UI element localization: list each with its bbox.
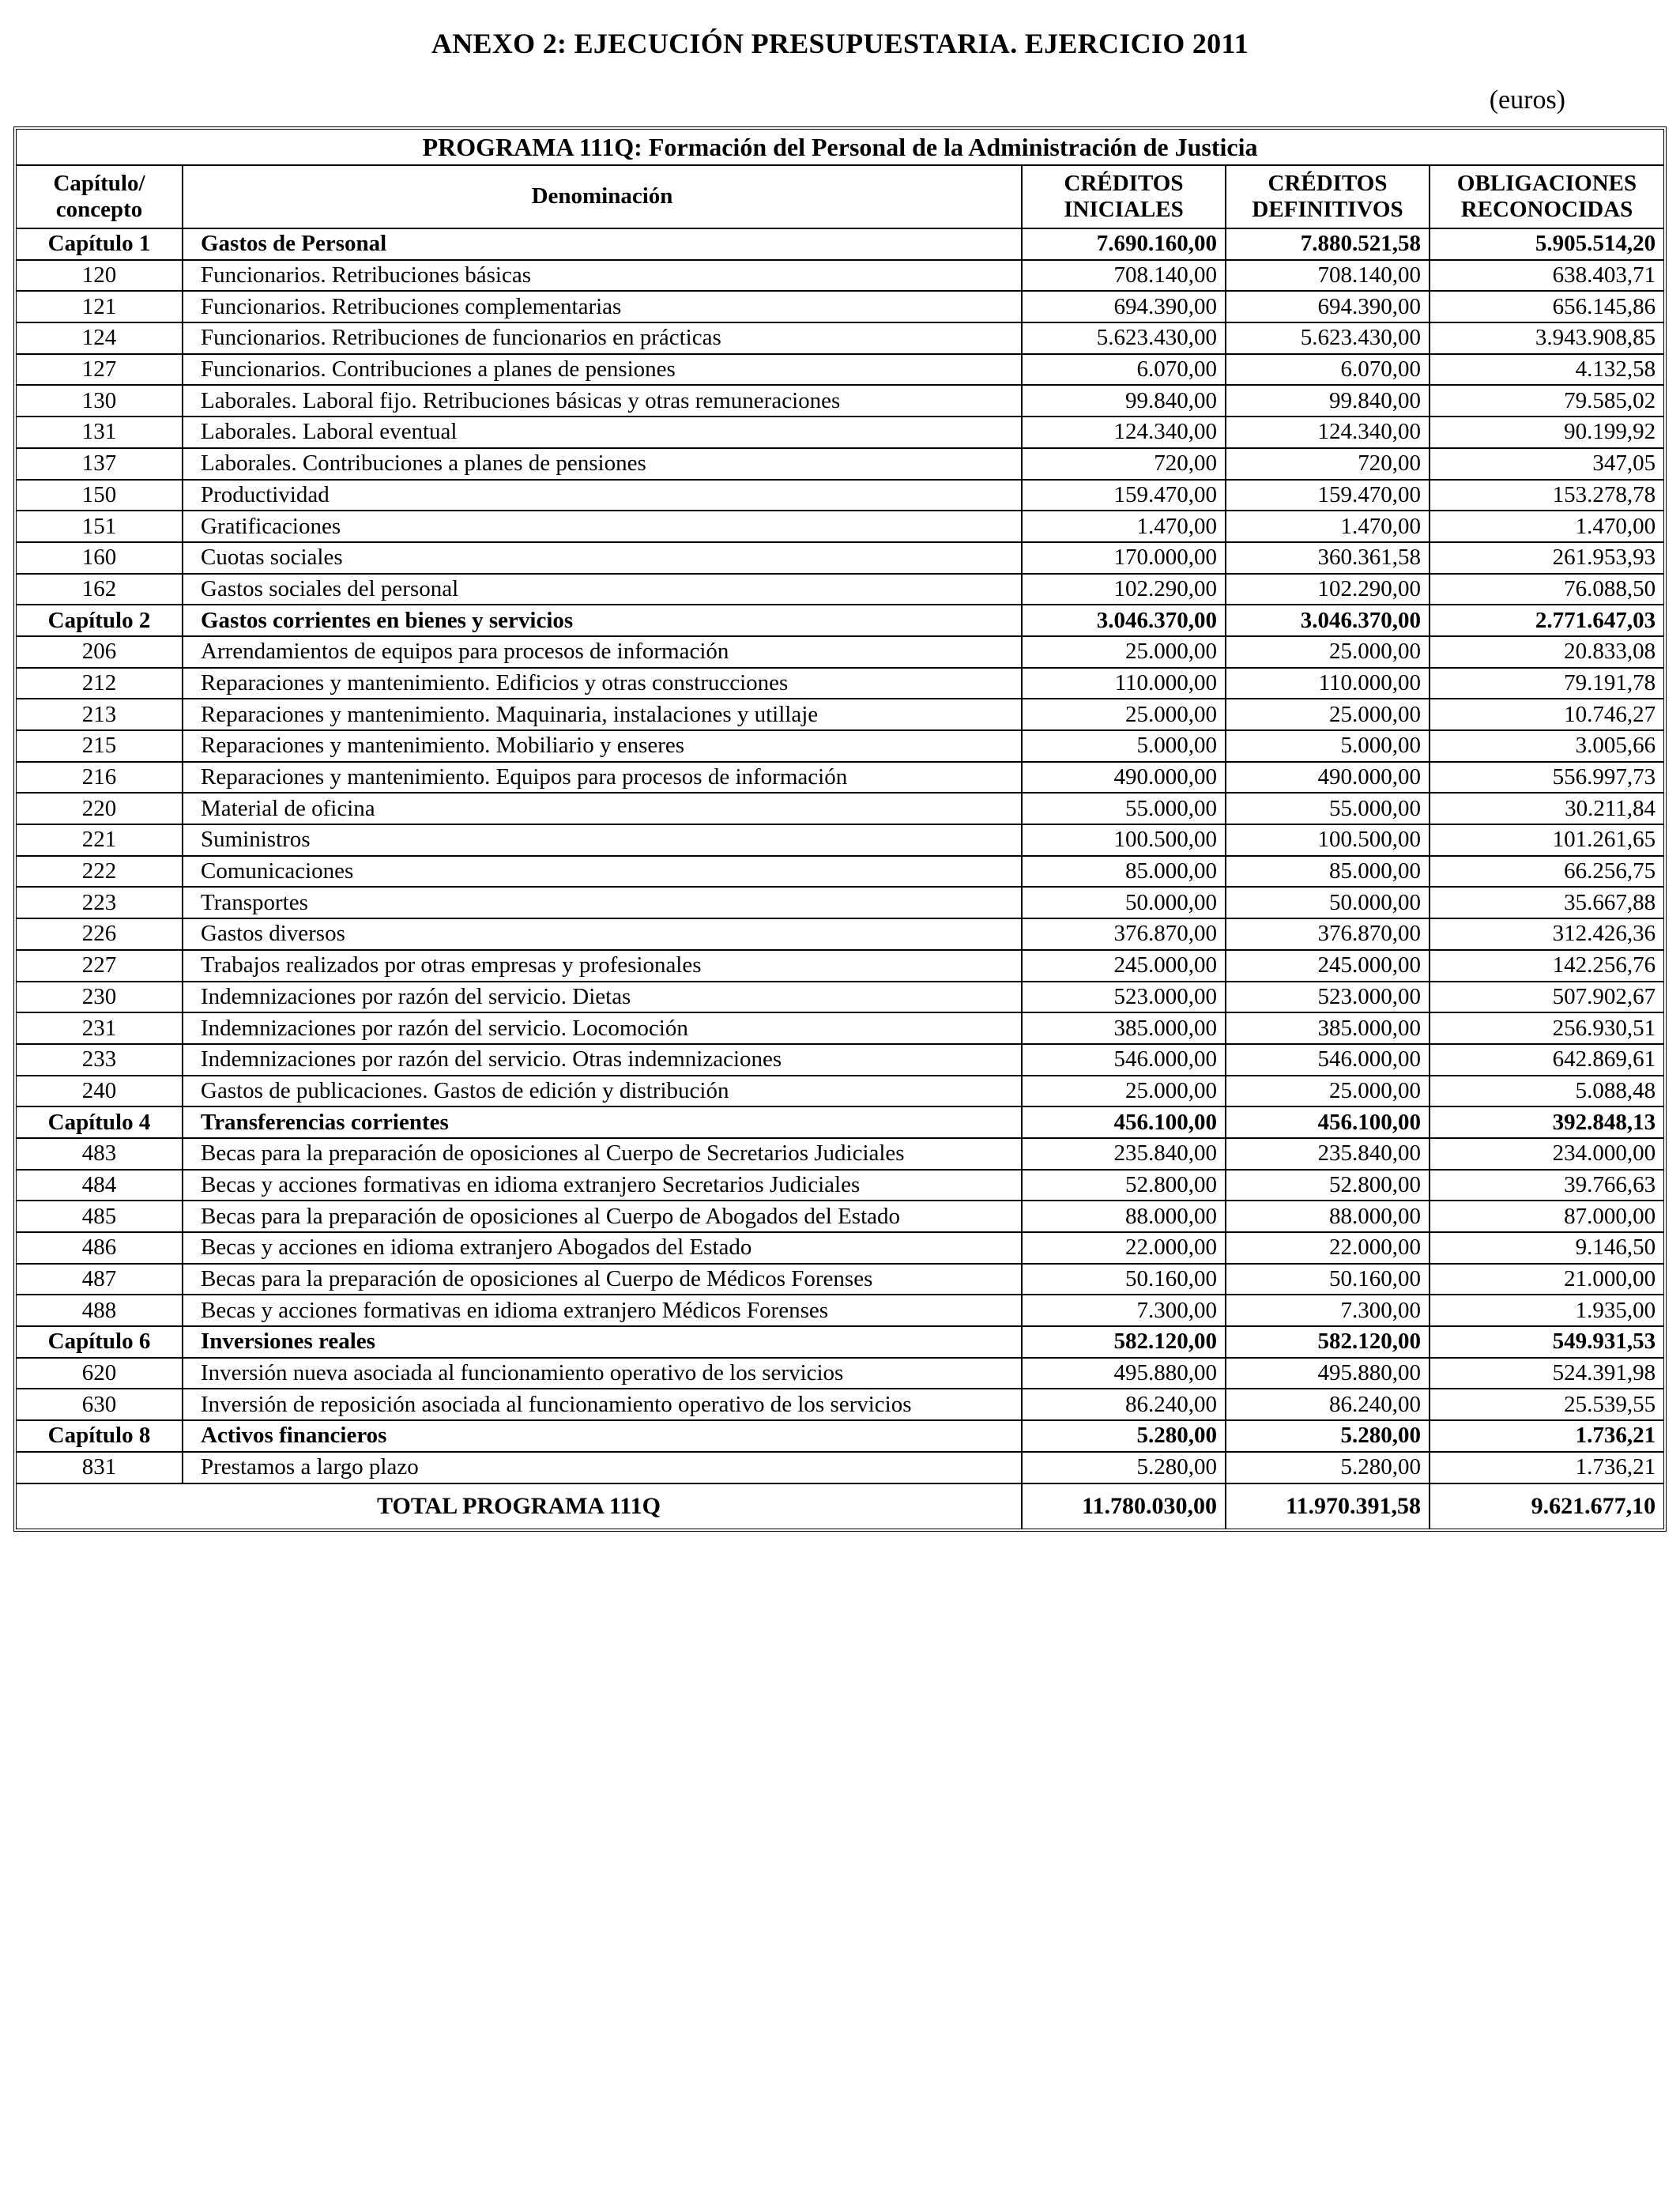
cell-name: Funcionarios. Contribuciones a planes de pensiones bbox=[183, 354, 1022, 386]
cell-code: 230 bbox=[17, 982, 183, 1013]
cell-initial: 52.800,00 bbox=[1022, 1170, 1226, 1201]
table-row bbox=[17, 918, 1663, 950]
cell-final: 25.000,00 bbox=[1226, 1076, 1430, 1107]
table-row bbox=[17, 887, 1663, 918]
header-final-line1: CRÉDITOS bbox=[1268, 170, 1388, 196]
cell-obligations: 234.000,00 bbox=[1430, 1138, 1663, 1170]
cell-initial: 546.000,00 bbox=[1022, 1044, 1226, 1076]
cell-obligations: 549.931,53 bbox=[1430, 1326, 1663, 1358]
cell-obligations: 556.997,73 bbox=[1430, 762, 1663, 794]
cell-code: 483 bbox=[17, 1138, 183, 1170]
cell-code: 121 bbox=[17, 291, 183, 322]
chapter-row bbox=[17, 605, 1663, 636]
table-row bbox=[17, 1012, 1663, 1044]
table-row bbox=[17, 636, 1663, 668]
cell-name: Funcionarios. Retribuciones básicas bbox=[183, 260, 1022, 292]
cell-code: 630 bbox=[17, 1389, 183, 1420]
cell-code: 484 bbox=[17, 1170, 183, 1201]
cell-code: 831 bbox=[17, 1452, 183, 1483]
cell-name: Laborales. Contribuciones a planes de pensiones bbox=[183, 448, 1022, 480]
cell-initial: 245.000,00 bbox=[1022, 950, 1226, 982]
header-obligations-line1: OBLIGACIONES bbox=[1456, 170, 1637, 196]
cell-code: 137 bbox=[17, 448, 183, 480]
total-row bbox=[17, 1483, 1663, 1529]
cell-initial: 88.000,00 bbox=[1022, 1201, 1226, 1232]
cell-final: 5.623.430,00 bbox=[1226, 322, 1430, 354]
cell-obligations: 347,05 bbox=[1430, 448, 1663, 480]
cell-name: Indemnizaciones por razón del servicio. Dietas bbox=[183, 982, 1022, 1013]
cell-name: Reparaciones y mantenimiento. Edificios y otras construcciones bbox=[183, 668, 1022, 699]
cell-code: 130 bbox=[17, 385, 183, 417]
table-row bbox=[17, 1170, 1663, 1201]
cell-obligations: 35.667,88 bbox=[1430, 887, 1663, 918]
cell-obligations: 79.585,02 bbox=[1430, 385, 1663, 417]
cell-name: Reparaciones y mantenimiento. Equipos para procesos de información bbox=[183, 762, 1022, 794]
total-initial: 11.780.030,00 bbox=[1022, 1483, 1226, 1529]
cell-code: Capítulo 8 bbox=[17, 1420, 183, 1452]
table-row bbox=[17, 1452, 1663, 1483]
header-initial-line1: CRÉDITOS bbox=[1064, 170, 1184, 196]
cell-initial: 7.300,00 bbox=[1022, 1295, 1226, 1326]
header-code bbox=[17, 165, 183, 228]
cell-code: 162 bbox=[17, 574, 183, 605]
chapter-row bbox=[17, 1326, 1663, 1358]
cell-name: Inversiones reales bbox=[183, 1326, 1022, 1358]
cell-final: 360.361,58 bbox=[1226, 542, 1430, 574]
cell-initial: 159.470,00 bbox=[1022, 480, 1226, 511]
cell-obligations: 1.470,00 bbox=[1430, 511, 1663, 542]
cell-initial: 100.500,00 bbox=[1022, 824, 1226, 856]
cell-obligations: 656.145,86 bbox=[1430, 291, 1663, 322]
header-code-line2: concepto bbox=[55, 197, 143, 222]
cell-obligations: 392.848,13 bbox=[1430, 1106, 1663, 1138]
cell-code: 212 bbox=[17, 668, 183, 699]
table-row bbox=[17, 793, 1663, 824]
cell-initial: 85.000,00 bbox=[1022, 856, 1226, 888]
table-row bbox=[17, 574, 1663, 605]
cell-code: 240 bbox=[17, 1076, 183, 1107]
header-obligations-line2: RECONOCIDAS bbox=[1460, 197, 1633, 222]
cell-obligations: 5.088,48 bbox=[1430, 1076, 1663, 1107]
cell-code: 620 bbox=[17, 1358, 183, 1389]
cell-obligations: 142.256,76 bbox=[1430, 950, 1663, 982]
cell-obligations: 1.935,00 bbox=[1430, 1295, 1663, 1326]
cell-obligations: 3.005,66 bbox=[1430, 730, 1663, 762]
table-row bbox=[17, 982, 1663, 1013]
cell-name: Transferencias corrientes bbox=[183, 1106, 1022, 1138]
table-row bbox=[17, 699, 1663, 730]
cell-obligations: 5.905.514,20 bbox=[1430, 228, 1663, 260]
cell-final: 6.070,00 bbox=[1226, 354, 1430, 386]
table-row bbox=[17, 448, 1663, 480]
table-body bbox=[17, 228, 1663, 1483]
cell-final: 385.000,00 bbox=[1226, 1012, 1430, 1044]
cell-name: Becas y acciones formativas en idioma extranjero Médicos Forenses bbox=[183, 1295, 1022, 1326]
cell-obligations: 30.211,84 bbox=[1430, 793, 1663, 824]
cell-final: 523.000,00 bbox=[1226, 982, 1430, 1013]
cell-obligations: 3.943.908,85 bbox=[1430, 322, 1663, 354]
cell-initial: 86.240,00 bbox=[1022, 1389, 1226, 1420]
header-final bbox=[1226, 165, 1430, 228]
cell-initial: 124.340,00 bbox=[1022, 417, 1226, 448]
cell-obligations: 638.403,71 bbox=[1430, 260, 1663, 292]
header-name: Denominación bbox=[183, 165, 1022, 228]
cell-final: 52.800,00 bbox=[1226, 1170, 1430, 1201]
table-row bbox=[17, 1044, 1663, 1076]
cell-obligations: 76.088,50 bbox=[1430, 574, 1663, 605]
cell-name: Becas y acciones formativas en idioma extranjero Secretarios Judiciales bbox=[183, 1170, 1022, 1201]
cell-code: 124 bbox=[17, 322, 183, 354]
cell-name: Becas para la preparación de oposiciones al Cuerpo de Médicos Forenses bbox=[183, 1264, 1022, 1295]
cell-obligations: 507.902,67 bbox=[1430, 982, 1663, 1013]
cell-initial: 456.100,00 bbox=[1022, 1106, 1226, 1138]
cell-final: 124.340,00 bbox=[1226, 417, 1430, 448]
cell-code: 213 bbox=[17, 699, 183, 730]
table-row bbox=[17, 1232, 1663, 1264]
cell-initial: 1.470,00 bbox=[1022, 511, 1226, 542]
cell-obligations: 256.930,51 bbox=[1430, 1012, 1663, 1044]
table-row bbox=[17, 1295, 1663, 1326]
cell-final: 5.280,00 bbox=[1226, 1452, 1430, 1483]
cell-final: 694.390,00 bbox=[1226, 291, 1430, 322]
cell-initial: 7.690.160,00 bbox=[1022, 228, 1226, 260]
cell-obligations: 66.256,75 bbox=[1430, 856, 1663, 888]
cell-name: Gastos diversos bbox=[183, 918, 1022, 950]
cell-name: Becas y acciones en idioma extranjero Abogados del Estado bbox=[183, 1232, 1022, 1264]
table-row bbox=[17, 824, 1663, 856]
cell-final: 55.000,00 bbox=[1226, 793, 1430, 824]
cell-obligations: 1.736,21 bbox=[1430, 1420, 1663, 1452]
cell-initial: 25.000,00 bbox=[1022, 636, 1226, 668]
header-final-line2: DEFINITIVOS bbox=[1252, 197, 1403, 222]
cell-final: 708.140,00 bbox=[1226, 260, 1430, 292]
cell-code: 227 bbox=[17, 950, 183, 982]
total-obligations: 9.621.677,10 bbox=[1430, 1483, 1663, 1529]
cell-initial: 5.280,00 bbox=[1022, 1420, 1226, 1452]
table-row bbox=[17, 354, 1663, 386]
cell-name: Material de oficina bbox=[183, 793, 1022, 824]
cell-obligations: 1.736,21 bbox=[1430, 1452, 1663, 1483]
cell-code: 206 bbox=[17, 636, 183, 668]
budget-table bbox=[17, 130, 1663, 1529]
table-row bbox=[17, 950, 1663, 982]
table-row bbox=[17, 511, 1663, 542]
table-row bbox=[17, 1201, 1663, 1232]
cell-obligations: 25.539,55 bbox=[1430, 1389, 1663, 1420]
cell-obligations: 2.771.647,03 bbox=[1430, 605, 1663, 636]
cell-code: 215 bbox=[17, 730, 183, 762]
cell-name: Productividad bbox=[183, 480, 1022, 511]
cell-name: Cuotas sociales bbox=[183, 542, 1022, 574]
cell-final: 50.000,00 bbox=[1226, 887, 1430, 918]
cell-code: Capítulo 4 bbox=[17, 1106, 183, 1138]
table-row bbox=[17, 291, 1663, 322]
cell-name: Becas para la preparación de oposiciones al Cuerpo de Secretarios Judiciales bbox=[183, 1138, 1022, 1170]
table-row bbox=[17, 385, 1663, 417]
cell-name: Laborales. Laboral fijo. Retribuciones básicas y otras remuneraciones bbox=[183, 385, 1022, 417]
cell-code: 226 bbox=[17, 918, 183, 950]
cell-obligations: 642.869,61 bbox=[1430, 1044, 1663, 1076]
cell-final: 25.000,00 bbox=[1226, 699, 1430, 730]
cell-final: 100.500,00 bbox=[1226, 824, 1430, 856]
table-row bbox=[17, 856, 1663, 888]
table-row bbox=[17, 542, 1663, 574]
cell-code: Capítulo 6 bbox=[17, 1326, 183, 1358]
cell-final: 86.240,00 bbox=[1226, 1389, 1430, 1420]
cell-name: Prestamos a largo plazo bbox=[183, 1452, 1022, 1483]
cell-name: Gastos de publicaciones. Gastos de edición y distribución bbox=[183, 1076, 1022, 1107]
cell-obligations: 39.766,63 bbox=[1430, 1170, 1663, 1201]
table-row bbox=[17, 730, 1663, 762]
cell-final: 582.120,00 bbox=[1226, 1326, 1430, 1358]
cell-code: 487 bbox=[17, 1264, 183, 1295]
cell-initial: 694.390,00 bbox=[1022, 291, 1226, 322]
cell-name: Funcionarios. Retribuciones de funcionarios en prácticas bbox=[183, 322, 1022, 354]
cell-initial: 376.870,00 bbox=[1022, 918, 1226, 950]
chapter-row bbox=[17, 1106, 1663, 1138]
cell-obligations: 524.391,98 bbox=[1430, 1358, 1663, 1389]
cell-name: Indemnizaciones por razón del servicio. Otras indemnizaciones bbox=[183, 1044, 1022, 1076]
cell-name: Comunicaciones bbox=[183, 856, 1022, 888]
cell-name: Gastos corrientes en bienes y servicios bbox=[183, 605, 1022, 636]
cell-obligations: 4.132,58 bbox=[1430, 354, 1663, 386]
cell-code: 485 bbox=[17, 1201, 183, 1232]
header-initial-line2: INICIALES bbox=[1064, 197, 1184, 222]
document-title: ANEXO 2: EJECUCIÓN PRESUPUESTARIA. EJERCICIO 2011 bbox=[431, 28, 1249, 59]
cell-code: 131 bbox=[17, 417, 183, 448]
cell-initial: 170.000,00 bbox=[1022, 542, 1226, 574]
budget-table-frame bbox=[13, 126, 1667, 1532]
table-row bbox=[17, 1389, 1663, 1420]
cell-code: 223 bbox=[17, 887, 183, 918]
cell-code: 216 bbox=[17, 762, 183, 794]
cell-final: 245.000,00 bbox=[1226, 950, 1430, 982]
cell-name: Inversión nueva asociada al funcionamiento operativo de los servicios bbox=[183, 1358, 1022, 1389]
cell-initial: 99.840,00 bbox=[1022, 385, 1226, 417]
cell-initial: 385.000,00 bbox=[1022, 1012, 1226, 1044]
chapter-row bbox=[17, 228, 1663, 260]
cell-obligations: 312.426,36 bbox=[1430, 918, 1663, 950]
cell-final: 50.160,00 bbox=[1226, 1264, 1430, 1295]
chapter-row bbox=[17, 1420, 1663, 1452]
cell-name: Gastos sociales del personal bbox=[183, 574, 1022, 605]
cell-initial: 25.000,00 bbox=[1022, 699, 1226, 730]
cell-initial: 6.070,00 bbox=[1022, 354, 1226, 386]
cell-initial: 3.046.370,00 bbox=[1022, 605, 1226, 636]
cell-initial: 495.880,00 bbox=[1022, 1358, 1226, 1389]
cell-name: Suministros bbox=[183, 824, 1022, 856]
cell-final: 5.280,00 bbox=[1226, 1420, 1430, 1452]
cell-final: 88.000,00 bbox=[1226, 1201, 1430, 1232]
cell-name: Gastos de Personal bbox=[183, 228, 1022, 260]
cell-name: Inversión de reposición asociada al funcionamiento operativo de los servicios bbox=[183, 1389, 1022, 1420]
cell-obligations: 261.953,93 bbox=[1430, 542, 1663, 574]
program-title: PROGRAMA 111Q: Formación del Personal de la Administración de Justicia bbox=[17, 130, 1663, 165]
cell-code: Capítulo 1 bbox=[17, 228, 183, 260]
cell-initial: 490.000,00 bbox=[1022, 762, 1226, 794]
cell-name: Trabajos realizados por otras empresas y profesionales bbox=[183, 950, 1022, 982]
cell-obligations: 21.000,00 bbox=[1430, 1264, 1663, 1295]
table-row bbox=[17, 668, 1663, 699]
cell-code: 486 bbox=[17, 1232, 183, 1264]
cell-initial: 523.000,00 bbox=[1022, 982, 1226, 1013]
cell-final: 22.000,00 bbox=[1226, 1232, 1430, 1264]
cell-final: 5.000,00 bbox=[1226, 730, 1430, 762]
cell-initial: 235.840,00 bbox=[1022, 1138, 1226, 1170]
table-row bbox=[17, 1138, 1663, 1170]
cell-code: 220 bbox=[17, 793, 183, 824]
table-row bbox=[17, 322, 1663, 354]
table-row bbox=[17, 1264, 1663, 1295]
cell-name: Laborales. Laboral eventual bbox=[183, 417, 1022, 448]
cell-initial: 582.120,00 bbox=[1022, 1326, 1226, 1358]
cell-initial: 5.000,00 bbox=[1022, 730, 1226, 762]
cell-final: 1.470,00 bbox=[1226, 511, 1430, 542]
cell-final: 85.000,00 bbox=[1226, 856, 1430, 888]
cell-final: 99.840,00 bbox=[1226, 385, 1430, 417]
cell-code: 233 bbox=[17, 1044, 183, 1076]
cell-code: 151 bbox=[17, 511, 183, 542]
cell-obligations: 153.278,78 bbox=[1430, 480, 1663, 511]
cell-final: 235.840,00 bbox=[1226, 1138, 1430, 1170]
table-row bbox=[17, 1076, 1663, 1107]
cell-final: 25.000,00 bbox=[1226, 636, 1430, 668]
cell-final: 456.100,00 bbox=[1226, 1106, 1430, 1138]
cell-obligations: 20.833,08 bbox=[1430, 636, 1663, 668]
cell-name: Activos financieros bbox=[183, 1420, 1022, 1452]
cell-initial: 50.000,00 bbox=[1022, 887, 1226, 918]
cell-initial: 708.140,00 bbox=[1022, 260, 1226, 292]
cell-obligations: 87.000,00 bbox=[1430, 1201, 1663, 1232]
cell-code: 150 bbox=[17, 480, 183, 511]
cell-code: 231 bbox=[17, 1012, 183, 1044]
cell-name: Reparaciones y mantenimiento. Maquinaria, instalaciones y utillaje bbox=[183, 699, 1022, 730]
header-obligations bbox=[1430, 165, 1663, 228]
table-row bbox=[17, 1358, 1663, 1389]
cell-name: Indemnizaciones por razón del servicio. Locomoción bbox=[183, 1012, 1022, 1044]
cell-initial: 50.160,00 bbox=[1022, 1264, 1226, 1295]
cell-initial: 22.000,00 bbox=[1022, 1232, 1226, 1264]
cell-initial: 55.000,00 bbox=[1022, 793, 1226, 824]
table-row bbox=[17, 762, 1663, 794]
cell-obligations: 10.746,27 bbox=[1430, 699, 1663, 730]
cell-code: 127 bbox=[17, 354, 183, 386]
cell-initial: 102.290,00 bbox=[1022, 574, 1226, 605]
cell-code: 120 bbox=[17, 260, 183, 292]
cell-obligations: 9.146,50 bbox=[1430, 1232, 1663, 1264]
total-label: TOTAL PROGRAMA 111Q bbox=[17, 1483, 1022, 1529]
units-label: (euros) bbox=[1489, 85, 1565, 115]
cell-name: Reparaciones y mantenimiento. Mobiliario y enseres bbox=[183, 730, 1022, 762]
cell-final: 7.300,00 bbox=[1226, 1295, 1430, 1326]
cell-initial: 5.623.430,00 bbox=[1022, 322, 1226, 354]
cell-code: 222 bbox=[17, 856, 183, 888]
cell-name: Becas para la preparación de oposiciones al Cuerpo de Abogados del Estado bbox=[183, 1201, 1022, 1232]
cell-obligations: 90.199,92 bbox=[1430, 417, 1663, 448]
cell-final: 495.880,00 bbox=[1226, 1358, 1430, 1389]
cell-initial: 5.280,00 bbox=[1022, 1452, 1226, 1483]
cell-final: 7.880.521,58 bbox=[1226, 228, 1430, 260]
cell-obligations: 101.261,65 bbox=[1430, 824, 1663, 856]
cell-final: 546.000,00 bbox=[1226, 1044, 1430, 1076]
cell-final: 159.470,00 bbox=[1226, 480, 1430, 511]
cell-final: 720,00 bbox=[1226, 448, 1430, 480]
cell-name: Gratificaciones bbox=[183, 511, 1022, 542]
total-final: 11.970.391,58 bbox=[1226, 1483, 1430, 1529]
table-row bbox=[17, 417, 1663, 448]
cell-final: 490.000,00 bbox=[1226, 762, 1430, 794]
cell-final: 110.000,00 bbox=[1226, 668, 1430, 699]
cell-code: Capítulo 2 bbox=[17, 605, 183, 636]
cell-final: 376.870,00 bbox=[1226, 918, 1430, 950]
cell-final: 3.046.370,00 bbox=[1226, 605, 1430, 636]
cell-code: 221 bbox=[17, 824, 183, 856]
cell-name: Funcionarios. Retribuciones complementarias bbox=[183, 291, 1022, 322]
header-code-line1: Capítulo/ bbox=[53, 170, 145, 196]
cell-name: Transportes bbox=[183, 887, 1022, 918]
cell-code: 488 bbox=[17, 1295, 183, 1326]
cell-final: 102.290,00 bbox=[1226, 574, 1430, 605]
column-header-row bbox=[17, 165, 1663, 228]
cell-initial: 720,00 bbox=[1022, 448, 1226, 480]
cell-initial: 110.000,00 bbox=[1022, 668, 1226, 699]
header-initial bbox=[1022, 165, 1226, 228]
cell-code: 160 bbox=[17, 542, 183, 574]
cell-name: Arrendamientos de equipos para procesos de información bbox=[183, 636, 1022, 668]
cell-obligations: 79.191,78 bbox=[1430, 668, 1663, 699]
cell-initial: 25.000,00 bbox=[1022, 1076, 1226, 1107]
table-row bbox=[17, 480, 1663, 511]
table-row bbox=[17, 260, 1663, 292]
